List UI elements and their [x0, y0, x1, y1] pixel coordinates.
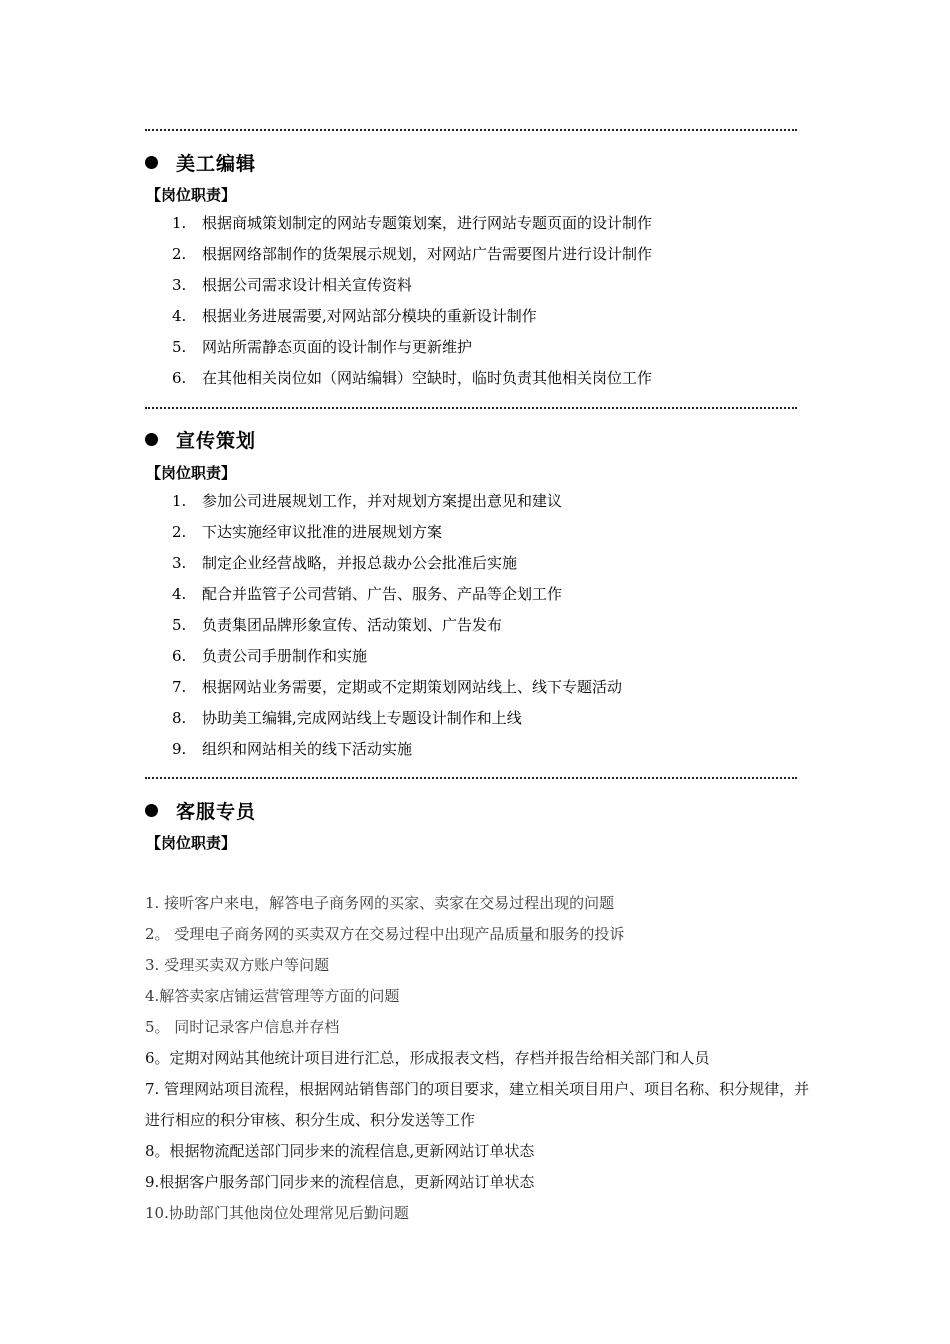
list-item: [172, 610, 622, 641]
item-number: 4.: [172, 585, 187, 603]
item-number: 1.: [172, 214, 187, 232]
section-title-promo-planning: [145, 424, 256, 454]
duty-list: [145, 888, 810, 1229]
item-number: 3.: [172, 554, 187, 572]
item-number: 9.: [172, 740, 187, 758]
item-number: 5.: [172, 616, 187, 634]
item-number: 5.: [172, 338, 187, 356]
list-item: 6。定期对网站其他统计项目进行汇总，形成报表文档，存档并报告给相关部门和人员: [145, 1049, 710, 1067]
item-number: 2.: [172, 245, 187, 263]
item-number: 8.: [172, 709, 187, 727]
list-item: 7. 管理网站项目流程，根据网站销售部门的项目要求，建立相关项目用户、项目名称、积分规律，并进行相应的积分审核、积分生成、积分发送等工作: [145, 1080, 810, 1129]
item-number: 7.: [172, 678, 187, 696]
item-text: 网站所需静态页面的设计制作与更新维护: [202, 338, 473, 356]
item-text: 在其他相关岗位如（网站编辑）空缺时，临时负责其他相关岗位工作: [202, 369, 653, 387]
list-item: 8。根据物流配送部门同步来的流程信息,更新网站订单状态: [145, 1142, 535, 1160]
bullet-icon: [145, 156, 158, 169]
item-text: 根据公司需求设计相关宣传资料: [202, 276, 413, 294]
item-text: 负责集团品牌形象宣传、活动策划、广告发布: [202, 616, 503, 634]
list-item: [172, 301, 652, 332]
list-item: [172, 548, 622, 579]
list-item: [172, 208, 652, 239]
item-number: 2.: [172, 523, 187, 541]
dotted-divider: [145, 777, 797, 779]
section-title-text: 客服专员: [176, 800, 257, 823]
section-title-text: 美工编辑: [176, 152, 257, 175]
list-item: 1. 接听客户来电，解答电子商务网的买家、卖家在交易过程出现的问题: [145, 894, 615, 912]
list-item: 5。 同时记录客户信息并存档: [145, 1018, 340, 1036]
duty-heading: 【岗位职责】: [146, 834, 237, 852]
duty-list: [172, 486, 622, 765]
section-title-customer-service: [145, 795, 256, 825]
list-item: [172, 517, 622, 548]
list-item: [172, 239, 652, 270]
item-text: 负责公司手册制作和实施: [202, 647, 368, 665]
dotted-divider: [145, 407, 797, 409]
list-item: [172, 486, 622, 517]
duty-heading: 【岗位职责】: [146, 464, 237, 482]
list-item: [172, 270, 652, 301]
bullet-icon: [145, 433, 158, 446]
list-item: 9.根据客户服务部门同步来的流程信息，更新网站订单状态: [145, 1173, 535, 1191]
bullet-icon: [145, 804, 158, 817]
item-text: 制定企业经营战略，并报总裁办公会批准后实施: [202, 554, 518, 572]
duty-heading: 【岗位职责】: [146, 186, 237, 204]
list-item: 4.解答卖家店铺运营管理等方面的问题: [145, 987, 400, 1005]
item-text: 根据业务进展需要,对网站部分模块的重新设计制作: [202, 307, 537, 325]
item-number: 6.: [172, 369, 187, 387]
list-item: [172, 703, 622, 734]
list-item: 3. 受理买卖双方账户等问题: [145, 956, 330, 974]
item-number: 6.: [172, 647, 187, 665]
section-title-text: 宣传策划: [176, 429, 257, 452]
item-number: 3.: [172, 276, 187, 294]
list-item: [172, 332, 652, 363]
dotted-divider: [145, 129, 797, 131]
list-item: [172, 672, 622, 703]
item-text: 组织和网站相关的线下活动实施: [202, 740, 413, 758]
list-item: 2。 受理电子商务网的买卖双方在交易过程中出现产品质量和服务的投诉: [145, 925, 625, 943]
list-item: [172, 579, 622, 610]
section-title-art-editor: [145, 147, 256, 177]
item-text: 根据网络部制作的货架展示规划，对网站广告需要图片进行设计制作: [202, 245, 653, 263]
item-text: 协助美工编辑,完成网站线上专题设计制作和上线: [202, 709, 522, 727]
list-item: [172, 363, 652, 394]
item-text: 参加公司进展规划工作，并对规划方案提出意见和建议: [202, 492, 563, 510]
item-number: 4.: [172, 307, 187, 325]
list-item: 10.协助部门其他岗位处理常见后勤问题: [145, 1204, 409, 1222]
item-text: 根据网站业务需要，定期或不定期策划网站线上、线下专题活动: [202, 678, 623, 696]
item-text: 配合并监管子公司营销、广告、服务、产品等企划工作: [202, 585, 563, 603]
item-text: 根据商城策划制定的网站专题策划案，进行网站专题页面的设计制作: [202, 214, 653, 232]
duty-list: [172, 208, 652, 394]
item-number: 1.: [172, 492, 187, 510]
item-text: 下达实施经审议批准的进展规划方案: [202, 523, 443, 541]
list-item: [172, 734, 622, 765]
list-item: [172, 641, 622, 672]
